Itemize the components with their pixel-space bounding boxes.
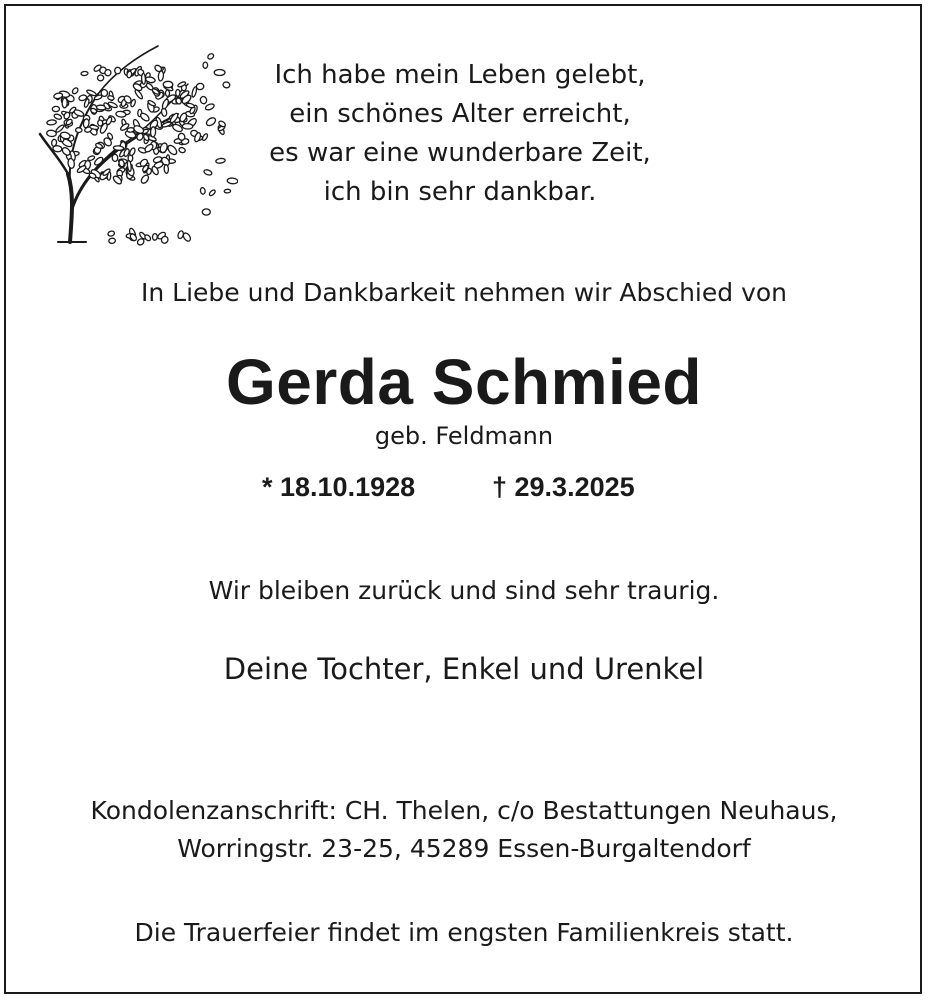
poem-line: ein schönes Alter erreicht, <box>289 99 631 129</box>
address-line-2: Worringstr. 23-25, 45289 Essen-Burgaltendorf <box>177 834 751 863</box>
condolence-address <box>0 792 928 868</box>
poem-line: ich bin sehr dankbar. <box>323 177 597 207</box>
poem-line: Ich habe mein Leben gelebt, <box>274 60 646 90</box>
death-date: † 29.3.2025 <box>492 472 635 502</box>
deceased-name: Gerda Schmied <box>226 346 702 418</box>
grief-line: Wir bleiben zurück und sind sehr traurig. <box>208 576 720 605</box>
maiden-name: geb. Feldmann <box>374 422 554 450</box>
poem <box>250 56 670 212</box>
intro-text: In Liebe und Dankbarkeit nehmen wir Abschied von <box>140 278 788 307</box>
family-signature: Deine Tochter, Enkel und Urenkel <box>223 652 705 686</box>
ceremony-note: Die Trauerfeier findet im engsten Familienkreis statt. <box>134 918 794 947</box>
address-line-1: Kondolenzanschrift: CH. Thelen, c/o Bestattungen Neuhaus, <box>90 796 838 825</box>
birth-date: * 18.10.1928 <box>262 472 416 502</box>
tree-icon <box>28 34 238 246</box>
poem-line: es war eine wunderbare Zeit, <box>269 138 651 168</box>
